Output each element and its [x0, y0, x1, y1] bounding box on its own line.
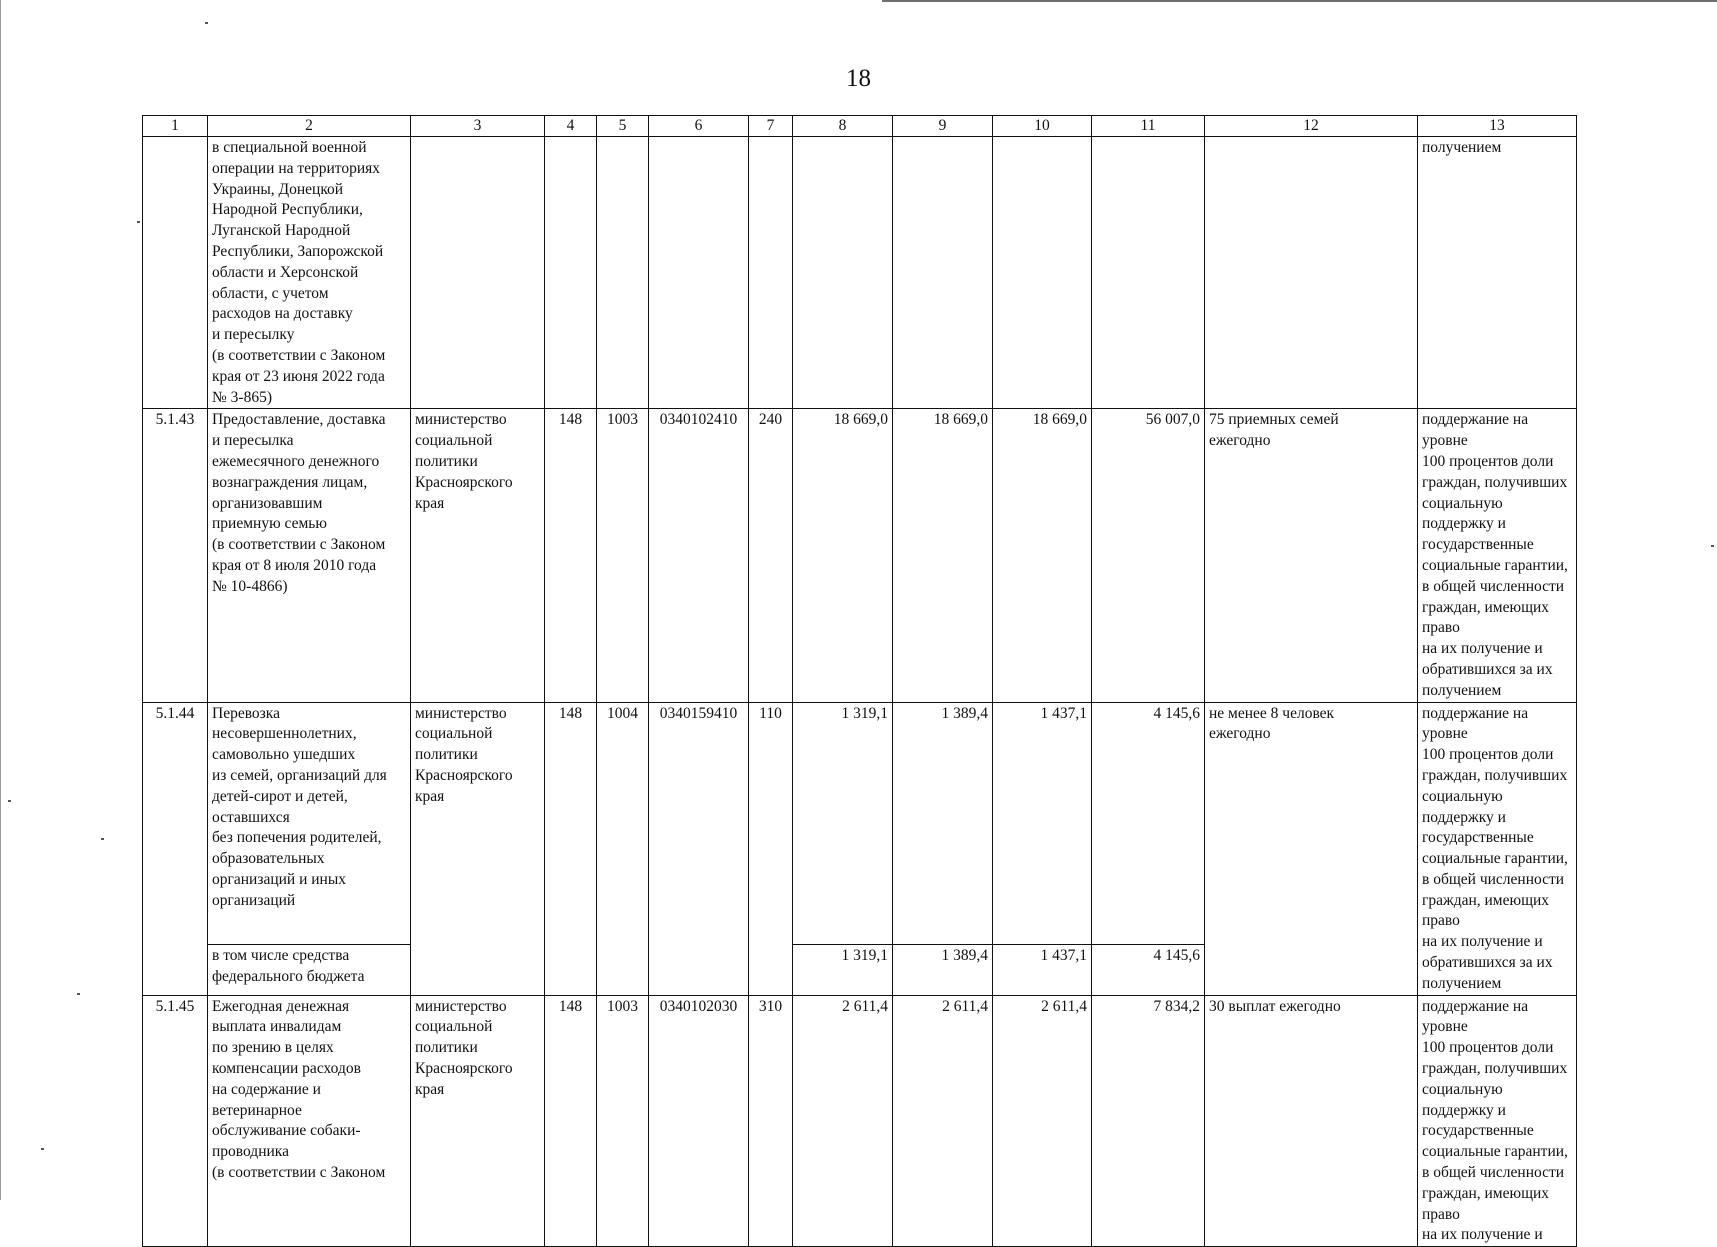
amount-year-2: 18 669,0 [893, 409, 993, 702]
amount-year-1: 18 669,0 [793, 409, 893, 702]
scan-speck [137, 221, 140, 223]
subrow-name: в том числе средства федерального бюджета [208, 945, 411, 995]
row-id: 5.1.43 [143, 409, 208, 702]
page-number: 18 [846, 65, 871, 92]
expected-result: 75 приемных семей ежегодно [1205, 409, 1418, 702]
amount-year-3: 18 669,0 [993, 409, 1092, 702]
expected-result: 30 выплат ежегодно [1205, 995, 1418, 1247]
column-header: 12 [1205, 116, 1418, 137]
scan-speck [205, 22, 208, 24]
column-header: 11 [1092, 116, 1205, 137]
continuation-row [143, 137, 1577, 409]
table-row [143, 995, 1577, 1247]
grbs-code: 148 [545, 409, 597, 702]
measure-name: Перевозка несовершеннолетних, самовольно ушедших из семей, организаций для детей-сирот и детей, оставшихся без попечения родителей, образовательных организаций и иных организаций [208, 702, 411, 945]
indicator-text: поддержание на уровне 100 процентов доли граждан, получивших социальную поддержку и государственные социальные гарантии, в общей численности граждан, имеющих право на их получение и обратившихся за их получением [1418, 409, 1577, 702]
grbs-code: 148 [545, 995, 597, 1247]
executor: министерство социальной политики Красноярского края [411, 702, 545, 995]
scan-speck [8, 800, 11, 802]
vr-code: 110 [749, 702, 793, 995]
row-id: 5.1.44 [143, 702, 208, 995]
scan-speck [41, 1148, 44, 1150]
column-header: 6 [649, 116, 749, 137]
cell-total [1092, 137, 1205, 409]
csr-code: 0340102030 [649, 995, 749, 1247]
cell-id [143, 137, 208, 409]
amount-year-1: 1 319,1 [793, 945, 893, 995]
executor: министерство социальной политики Красноярского края [411, 995, 545, 1247]
row-id: 5.1.45 [143, 995, 208, 1247]
amount-year-2: 1 389,4 [893, 945, 993, 995]
program-measures-table [142, 115, 1577, 1247]
scan-top-line [882, 0, 1717, 2]
csr-code: 0340102410 [649, 409, 749, 702]
amount-year-2: 2 611,4 [893, 995, 993, 1247]
rzpr-code: 1004 [597, 702, 649, 995]
indicator-text: поддержание на уровне 100 процентов доли граждан, получивших социальную поддержку и государственные социальные гарантии, в общей численности граждан, имеющих право на их получение и [1418, 995, 1577, 1247]
amount-year-3: 2 611,4 [993, 995, 1092, 1247]
cell-y2 [893, 137, 993, 409]
scan-speck [101, 838, 104, 840]
amount-year-3: 1 437,1 [993, 945, 1092, 995]
column-header: 5 [597, 116, 649, 137]
scan-speck [1711, 545, 1714, 547]
column-header: 10 [993, 116, 1092, 137]
table-row [143, 702, 1577, 945]
indicator-text: получением [1418, 137, 1577, 409]
cell-y3 [993, 137, 1092, 409]
column-header: 1 [143, 116, 208, 137]
grbs-code: 148 [545, 702, 597, 995]
amount-total: 56 007,0 [1092, 409, 1205, 702]
scan-left-edge [0, 0, 1, 1200]
cell-rzpr [597, 137, 649, 409]
column-header: 8 [793, 116, 893, 137]
rzpr-code: 1003 [597, 995, 649, 1247]
column-header: 3 [411, 116, 545, 137]
column-header: 7 [749, 116, 793, 137]
cell-grbs [545, 137, 597, 409]
column-header: 2 [208, 116, 411, 137]
scan-speck [77, 993, 80, 995]
expected-result: не менее 8 человек ежегодно [1205, 702, 1418, 995]
cell-csr [649, 137, 749, 409]
amount-year-2: 1 389,4 [893, 702, 993, 945]
indicator-text: поддержание на уровне 100 процентов доли граждан, получивших социальную поддержку и государственные социальные гарантии, в общей численности граждан, имеющих право на их получение и обратившихся за их получением [1418, 702, 1577, 995]
column-header: 4 [545, 116, 597, 137]
rzpr-code: 1003 [597, 409, 649, 702]
measure-name: в специальной военной операции на территориях Украины, Донецкой Народной Республики, Луганской Народной Республики, Запорожской области и Херсонской области, с учетом расходов на доставку и пересылку (в соответствии с Законом края от 23 июня 2022 года № 3-865) [208, 137, 411, 409]
amount-total: 4 145,6 [1092, 702, 1205, 945]
measure-name: Ежегодная денежная выплата инвалидам по зрению в целях компенсации расходов на содержание и ветеринарное обслуживание собаки- проводника (в соответствии с Законом [208, 995, 411, 1247]
cell-result [1205, 137, 1418, 409]
amount-total: 4 145,6 [1092, 945, 1205, 995]
table-row [143, 409, 1577, 702]
column-header: 9 [893, 116, 993, 137]
vr-code: 310 [749, 995, 793, 1247]
amount-year-3: 1 437,1 [993, 702, 1092, 945]
measure-name: Предоставление, доставка и пересылка ежемесячного денежного вознаграждения лицам, организовавшим приемную семью (в соответствии с Законом края от 8 июля 2010 года № 10-4866) [208, 409, 411, 702]
amount-year-1: 2 611,4 [793, 995, 893, 1247]
executor: министерство социальной политики Красноярского края [411, 409, 545, 702]
csr-code: 0340159410 [649, 702, 749, 995]
cell-executor [411, 137, 545, 409]
column-number-row [143, 116, 1577, 137]
cell-vr [749, 137, 793, 409]
column-header: 13 [1418, 116, 1577, 137]
amount-year-1: 1 319,1 [793, 702, 893, 945]
cell-y1 [793, 137, 893, 409]
amount-total: 7 834,2 [1092, 995, 1205, 1247]
vr-code: 240 [749, 409, 793, 702]
